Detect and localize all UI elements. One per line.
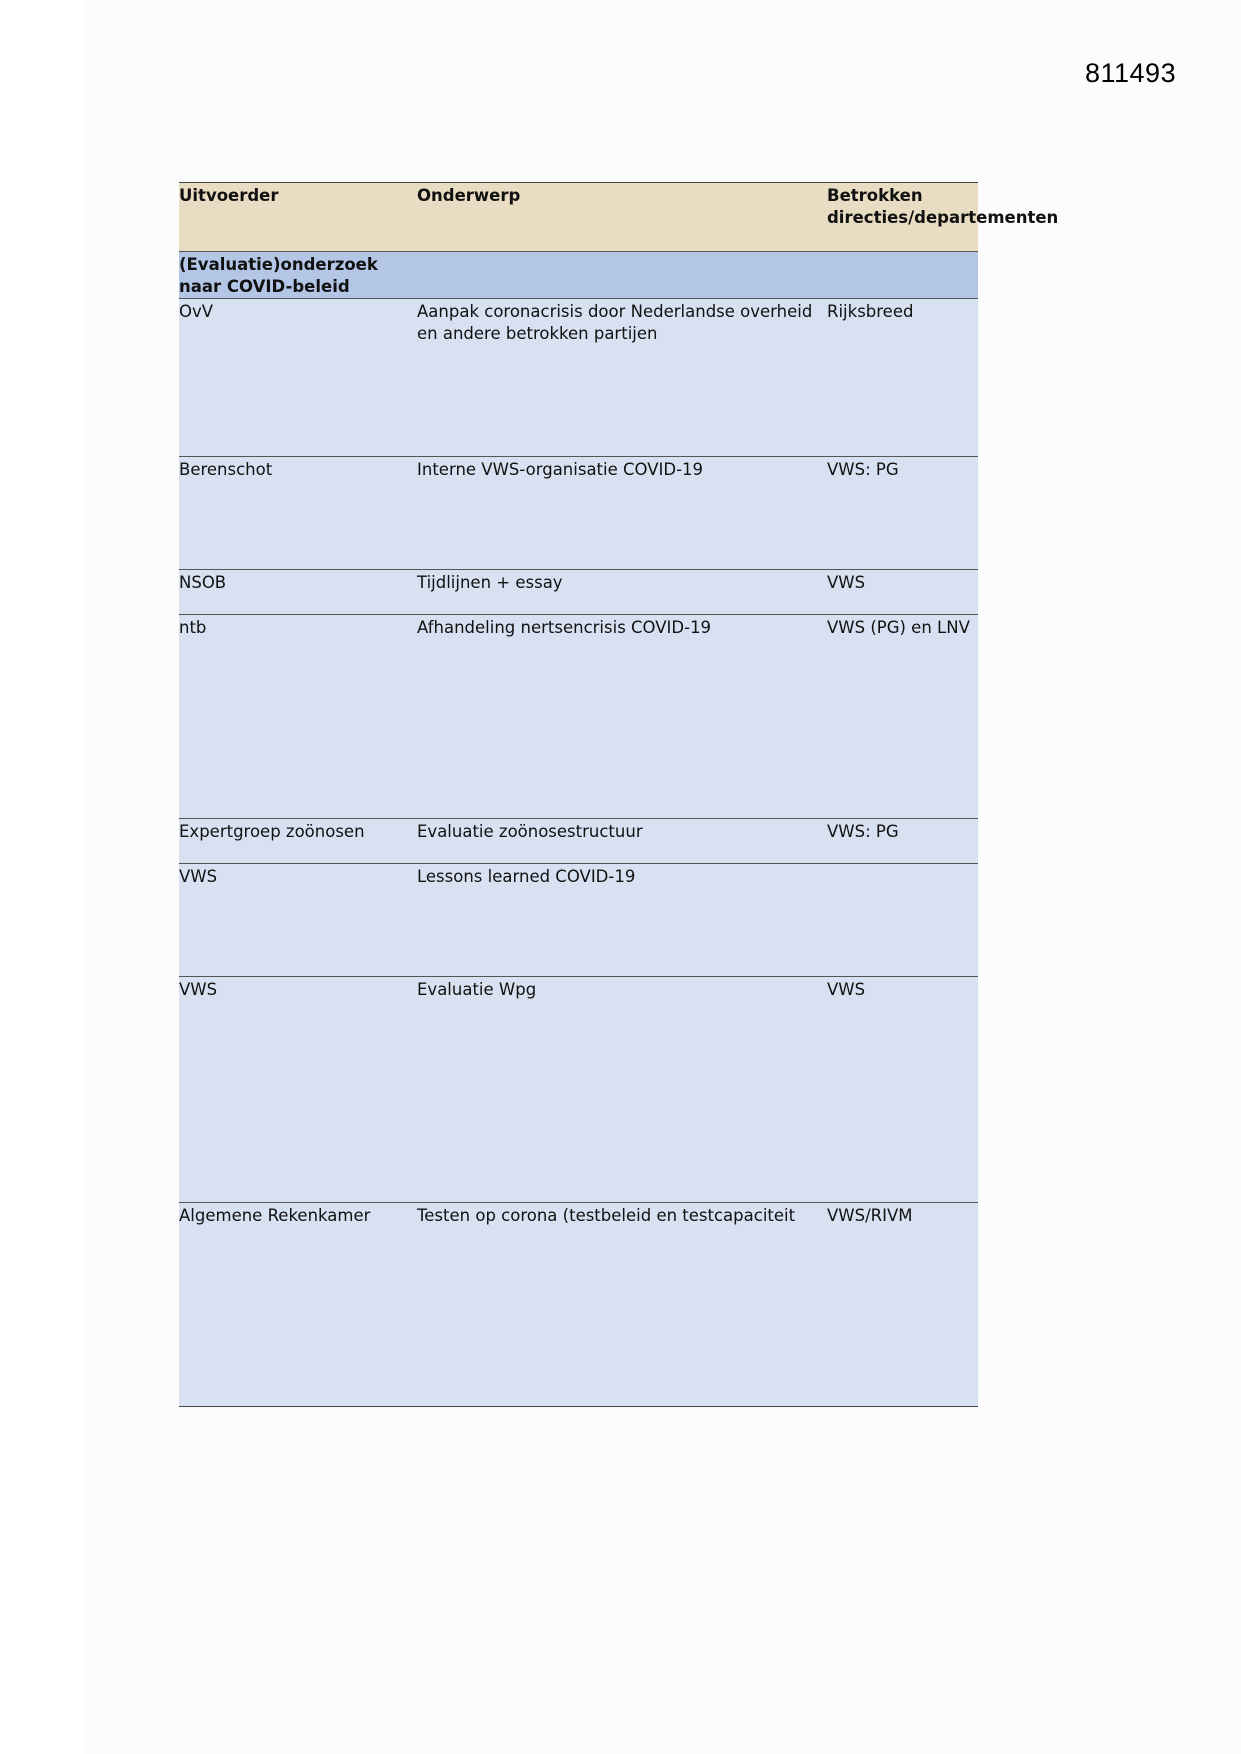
cell-uitvoerder: Expertgroep zoönosen bbox=[179, 819, 417, 864]
table-row bbox=[179, 457, 978, 570]
cell-uitvoerder: NSOB bbox=[179, 570, 417, 615]
header-onderwerp: Onderwerp bbox=[417, 183, 827, 252]
cell-betrokken: VWS: PG bbox=[827, 819, 978, 864]
cell-onderwerp: Tijdlijnen + essay bbox=[417, 570, 827, 615]
cell-onderwerp: Afhandeling nertsencrisis COVID-19 bbox=[417, 615, 827, 819]
table-row bbox=[179, 864, 978, 977]
cell-uitvoerder: OvV bbox=[179, 299, 417, 457]
cell-betrokken: VWS bbox=[827, 977, 978, 1203]
research-table bbox=[179, 182, 1059, 1407]
document-number: 811493 bbox=[1085, 58, 1177, 88]
cell-betrokken: VWS bbox=[827, 570, 978, 615]
cell-betrokken: VWS (PG) en LNV bbox=[827, 615, 978, 819]
section-title: (Evaluatie)onderzoek naar COVID-beleid bbox=[179, 252, 417, 299]
cell-onderwerp: Interne VWS-organisatie COVID-19 bbox=[417, 457, 827, 570]
table-header-row bbox=[179, 183, 978, 252]
cell-onderwerp: Lessons learned COVID-19 bbox=[417, 864, 827, 977]
cell-uitvoerder: Algemene Rekenkamer bbox=[179, 1203, 417, 1407]
header-uitvoerder: Uitvoerder bbox=[179, 183, 417, 252]
cell-onderwerp: Evaluatie Wpg bbox=[417, 977, 827, 1203]
cell-onderwerp: Testen op corona (testbeleid en testcapaciteit bbox=[417, 1203, 827, 1407]
table-row bbox=[179, 819, 978, 864]
table-row bbox=[179, 570, 978, 615]
cell-uitvoerder: VWS bbox=[179, 864, 417, 977]
cell-uitvoerder: Berenschot bbox=[179, 457, 417, 570]
cell-uitvoerder: VWS bbox=[179, 977, 417, 1203]
header-betrokken: Betrokken directies/departementen bbox=[827, 183, 978, 252]
cell-betrokken: VWS/RIVM bbox=[827, 1203, 978, 1407]
table-row bbox=[179, 1203, 978, 1407]
cell-onderwerp: Aanpak coronacrisis door Nederlandse overheid en andere betrokken partijen bbox=[417, 299, 827, 457]
table-row bbox=[179, 299, 978, 457]
table-row bbox=[179, 615, 978, 819]
cell-uitvoerder: ntb bbox=[179, 615, 417, 819]
table-row bbox=[179, 977, 978, 1203]
section-row bbox=[179, 252, 978, 299]
cell-betrokken bbox=[827, 864, 978, 977]
cell-onderwerp: Evaluatie zoönosestructuur bbox=[417, 819, 827, 864]
cell-betrokken: VWS: PG bbox=[827, 457, 978, 570]
cell-betrokken: Rijksbreed bbox=[827, 299, 978, 457]
